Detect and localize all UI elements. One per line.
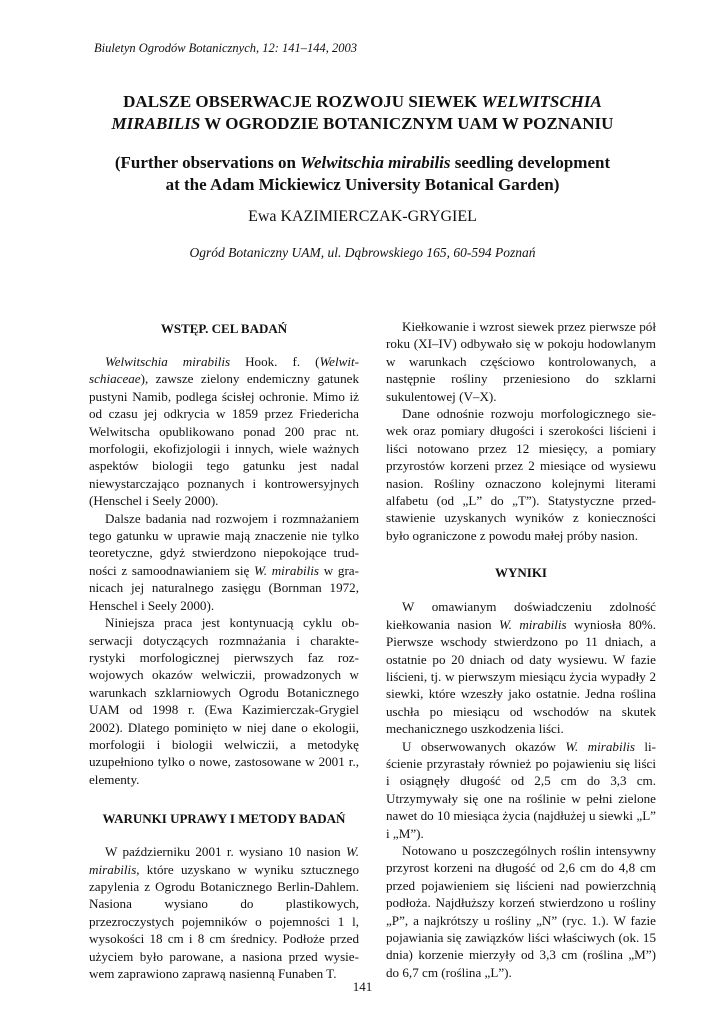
title-pl-line2b: W OGRODZIE BOTANICZNYM UAM W POZNANIU xyxy=(200,114,614,133)
species-name: Welwitschia mirabilis xyxy=(105,354,231,369)
text-run: w granicach jej naturalnego zasięgu (Bornman 1972, Henschel i Seely 2000). xyxy=(89,562,359,613)
title-pl-line2a: MIRABILIS xyxy=(111,114,201,133)
text-run: Hook. f. ( xyxy=(230,354,320,369)
paragraph xyxy=(89,510,359,614)
text-run: Dalsze badania nad rozwojem i rozmnażaniem tego gatunku w uprawie mają znaczenie nie tylko teoretyczne, gdyż stwierdzono niepokojące trudności z samoodnawianiem się xyxy=(89,510,359,578)
title-english xyxy=(60,152,665,196)
title-pl-line1a: DALSZE OBSERWACJE ROZWOJU SIEWEK xyxy=(123,92,482,111)
text-run: W omawianym doświadczeniu zdolność kiełkowania nasion xyxy=(386,599,656,632)
section-heading-results: WYNIKI xyxy=(494,565,547,581)
section-heading-methods: WARUNKI UPRAWY I METODY BADAŃ xyxy=(102,811,346,827)
title-pl-line1b: WELWITSCHIA xyxy=(481,92,602,111)
text-run: , które uzyskano w wyniku sztucznego zapylenia z Ogrodu Botanicznego Berlin-Dahlem. Nasiona wysiano do plastikowych, przezroczystych pojemników o pojemności 1 l, wysokości 18 cm i 8 cm średnicy. Podłoże przed użyciem było parowane, a nasiona przed wysiewem zaprawiono zaprawą nasienną Funaben T. xyxy=(89,861,359,981)
journal-citation: Biuletyn Ogrodów Botanicznych, 12: 141–144, 2003 xyxy=(94,41,358,55)
paragraph xyxy=(89,843,359,982)
section-heading-intro: WSTĘP. CEL BADAŃ xyxy=(160,321,288,336)
title-en-line1b: Welwitschia mirabilis xyxy=(300,153,451,172)
species-name: W. mirabilis xyxy=(565,738,635,754)
paragraph: Notowano u poszczególnych roślin intensywny przyrost korzeni na długość od 2,6 cm do 4,8 cm przed pojawieniem się liścieni nad powierzchnią podłoża. Najdłuższy korzeń stwierdzono u rośliny „P”, a najkrótszy u rośliny „N” (ryc. 1.). W fazie pojawiania się zawiązków liści właściwych (ok. 15 dnia) korzenie mierzyły od 3,3 cm (roślina „M”) do 6,7 cm (roślina „L”). xyxy=(386,842,656,980)
text-run: ), zawsze zielony endemiczny gatunek pustyni Namib, podlega ścisłej ochronie. Mimo iż od czasu jej odkrycia w 1859 przez Friedericha Welwitscha opublikowano ponad 200 prac nt. morfologii, ekofizjologii i innych, wiele ważnych aspektów biologii tego gatunku jest nadal niewystarczająco poznanych i kontrowersyjnych (Henschel i Seely 2000). xyxy=(89,371,359,509)
title-en-line2: at the Adam Mickiewicz University Botanical Garden) xyxy=(165,175,560,194)
text-run: wyniosła 80%. Pierwsze wschody stwierdzono po 11 dniach, a ostatnie po 20 dniach od daty wysiewu. W fazie liścieni, tj. w pierwszym miesiącu życia wypadły 2 siewki, które wzeszły jako ostatnie. Jedna roślina uschła po miesiącu od wschodów na skutek mechanicznego uszkodzenia liści. xyxy=(386,616,656,737)
species-name: W. mirabilis xyxy=(254,562,320,578)
text-run: U obserwowanych okazów xyxy=(402,738,566,754)
affiliation: Ogród Botaniczny UAM, ul. Dąbrowskiego 165, 60-594 Poznań xyxy=(189,245,536,260)
right-column xyxy=(386,318,656,981)
text-run: liścienie przyrastały również po pojawieniu się liści i osiągnęły długość od 2,5 cm do 3,3 cm. Utrzymywały się one na roślinie w pełni zielone nawet do 10 miesiąca życia (najdłużej u siewki „L” i „M”). xyxy=(386,738,656,841)
author: Ewa KAZIMIERCZAK-GRYGIEL xyxy=(248,208,477,225)
paragraph: Kiełkowanie i wzrost siewek przez pierwsze pół roku (XI–IV) odbywało się w pokoju hodowlanym w warunkach częściowo kontrolowanych, a następnie rośliny przeniesiono do szklarni sukulentowej (V–X). xyxy=(386,319,656,404)
title-polish xyxy=(60,91,665,135)
page-number: 141 xyxy=(352,979,373,994)
left-column xyxy=(89,318,359,982)
species-name: W. mirabilis xyxy=(498,616,567,632)
paragraph xyxy=(89,353,359,510)
paragraph xyxy=(386,738,656,842)
paragraph: Dane odnośnie rozwoju morfologicznego siewek oraz pomiary długości i szerokości liścieni i liści notowano przez 12 miesięcy, a pomiary przyrostów korzeni przez 2 miesiące od wysiewu nasion. Rośliny oznaczono kolejnymi literami alfabetu (od „L” do „T”). Statystyczne przedstawienie uzyskanych wyników z konieczności było ograniczone z powodu małej próby nasion. xyxy=(386,406,656,543)
text-run: W październiku 2001 r. wysiano 10 nasion xyxy=(105,844,347,860)
paragraph xyxy=(386,598,656,737)
title-en-line1a: (Further observations on xyxy=(114,153,301,172)
title-en-line1c: seedling development xyxy=(450,153,611,172)
species-name: W. mirabilis xyxy=(89,844,359,877)
paragraph: Niniejsza praca jest kontynuacją cyklu obserwacji dotyczących rozmnażania i charakterystyki morfologicznej pierwszych faz rozwojowych okazów welwiczii, prowadzonych w warunkach szklarniowych Ogrodu Botanicznego UAM od 1998 r. (Ewa Kazimierczak-Grygiel 2002). Dlatego pominięto w niej dane o ekologii, morfologii i biologii welwiczii, a metodykę uzupełniono tylko o nowe, zastosowane w 2001 r., elementy. xyxy=(89,615,359,787)
family-name: Welwitschiaceae xyxy=(89,354,359,387)
